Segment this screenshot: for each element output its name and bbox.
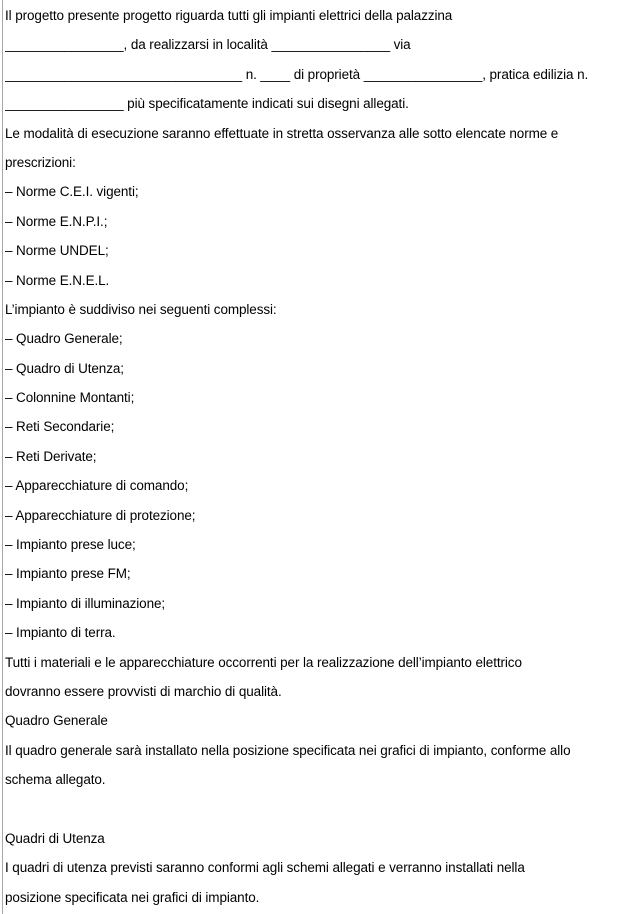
text-line: schema allegato.	[5, 772, 106, 788]
text-line: – Impianto di terra.	[5, 625, 116, 641]
text-line: – Quadro di Utenza;	[5, 360, 124, 376]
text-line-with-blanks: ________________, da realizzarsi in località ________________ via	[5, 37, 411, 53]
text-line: L’impianto è suddiviso nei seguenti complessi:	[5, 301, 277, 317]
text-line: – Impianto prese luce;	[5, 537, 136, 553]
text-line: – Reti Derivate;	[5, 448, 97, 464]
text-line-with-blanks: ________________________________ n. ____ di proprietà ________________, pratica edilizia n.	[5, 66, 589, 82]
text-line: – Impianto di illuminazione;	[5, 595, 166, 611]
document-body	[5, 1, 641, 912]
text-line: – Colonnine Montanti;	[5, 390, 135, 406]
text-line: – Impianto prese FM;	[5, 566, 131, 582]
page-left-edge-line	[2, 0, 3, 914]
text-line: – Reti Secondarie;	[5, 419, 115, 435]
text-line: Il progetto presente progetto riguarda tutti gli impianti elettrici della palazzina	[5, 8, 453, 23]
text-line: I quadri di utenza previsti saranno conformi agli schemi allegati e verranno installati nella	[5, 860, 525, 876]
text-line: Quadro Generale	[5, 713, 108, 729]
text-line: – Apparecchiature di comando;	[5, 478, 189, 494]
text-line: Tutti i materiali e le apparecchiature occorrenti per la realizzazione dell’impianto elettrico	[5, 654, 522, 670]
text-line: – Norme E.N.P.I.;	[5, 213, 108, 229]
text-line-with-blanks: ________________ più specificatamente indicati sui disegni allegati.	[5, 96, 409, 112]
text-line: prescrizioni:	[5, 154, 76, 170]
text-line: Il quadro generale sarà installato nella posizione specificata nei grafici di impianto, conforme allo	[5, 742, 571, 758]
text-line: – Norme E.N.E.L.	[5, 272, 110, 288]
text-line: dovranno essere provvisti di marchio di qualità.	[5, 683, 282, 699]
text-line: – Norme UNDEL;	[5, 243, 109, 259]
text-line: posizione specificata nei grafici di impianto.	[5, 889, 260, 905]
text-line: Quadri di Utenza	[5, 830, 105, 846]
text-line: – Quadro Generale;	[5, 331, 123, 347]
text-line: – Apparecchiature di protezione;	[5, 507, 196, 523]
text-line: – Norme C.E.I. vigenti;	[5, 184, 139, 200]
blank-line	[5, 795, 641, 824]
text-line: Le modalità di esecuzione saranno effettuate in stretta osservanza alle sotto elencate norme e	[5, 125, 559, 141]
